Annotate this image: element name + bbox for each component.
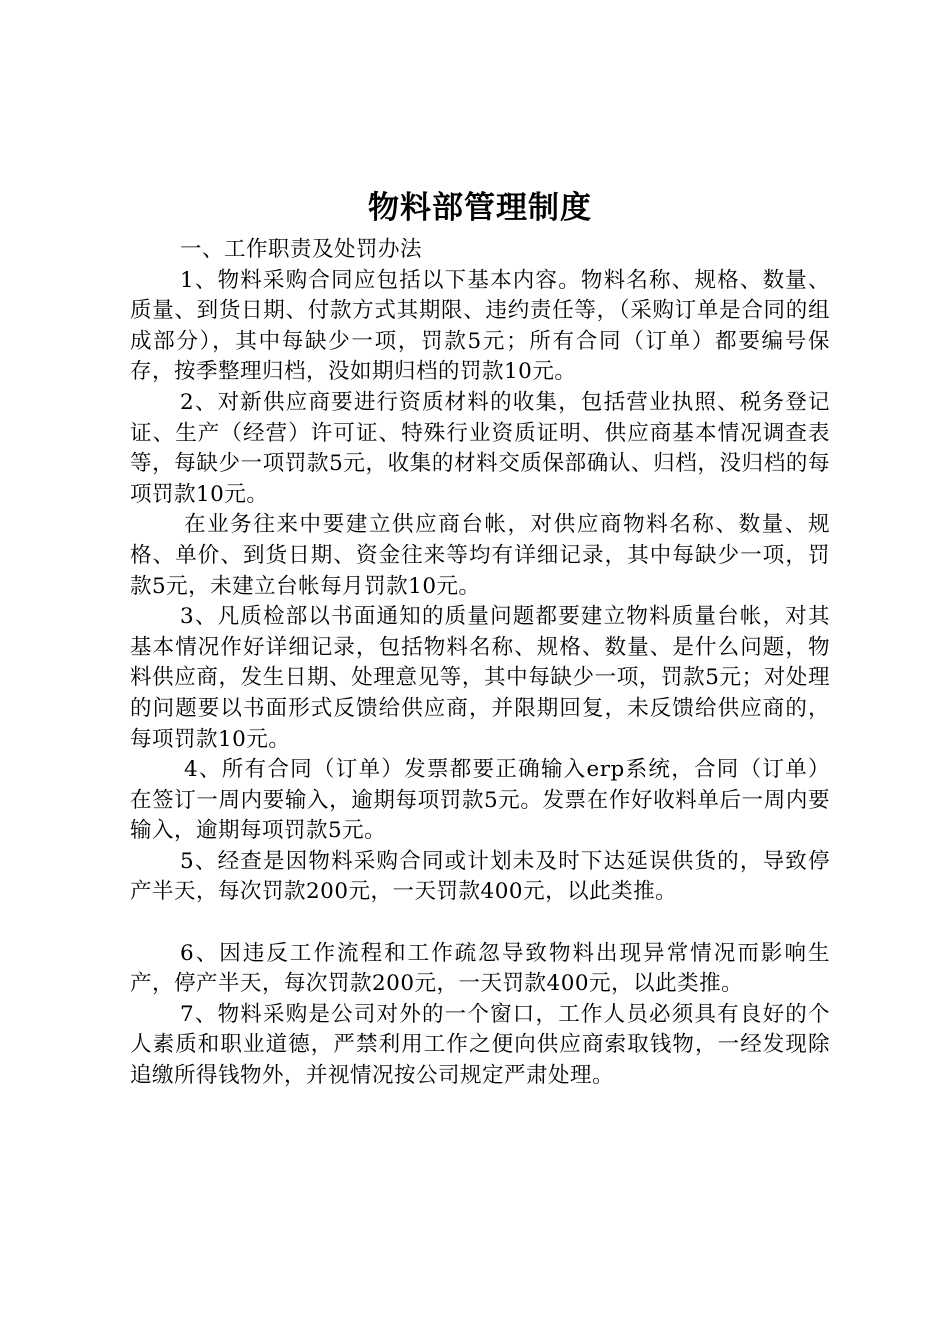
paragraph-3: 3、凡质检部以书面通知的质量问题都要建立物料质量台帐，对其基本情况作好详细记录，包括物料名称、规格、数量、是什么问题，物料供应商，发生日期、处理意见等，其中每缺少一项，罚款5元；对处理的问题要以书面形式反馈给供应商，并限期回复，未反馈给供应商的，每项罚款10元。 bbox=[130, 604, 830, 752]
paragraph-2: 2、对新供应商要进行资质材料的收集，包括营业执照、税务登记证、生产（经营）许可证、特殊行业资质证明、供应商基本情况调查表等，每缺少一项罚款5元，收集的材料交质保部确认、归档，没归档的每项罚款10元。 bbox=[130, 389, 830, 507]
blank-line bbox=[130, 908, 830, 939]
paragraph-6: 6、因违反工作流程和工作疏忽导致物料出现异常情况而影响生产，停产半天，每次罚款200元，一天罚款400元，以此类推。 bbox=[130, 940, 830, 997]
paragraph-2-supplement: 在业务往来中要建立供应商台帐，对供应商物料名称、数量、规格、单价、到货日期、资金往来等均有详细记录，其中每缺少一项，罚款5元，未建立台帐每月罚款10元。 bbox=[130, 512, 830, 599]
paragraph-1: 1、物料采购合同应包括以下基本内容。物料名称、规格、数量、质量、到货日期、付款方式其期限、违约责任等，（采购订单是合同的组成部分），其中每缺少一项，罚款5元；所有合同（订单）都要编号保存，按季整理归档，没如期归档的罚款10元。 bbox=[130, 267, 830, 385]
paragraph-5: 5、经查是因物料采购合同或计划未及时下达延误供货的，导致停产半天，每次罚款200元，一天罚款400元，以此类推。 bbox=[130, 848, 830, 905]
document-body bbox=[130, 235, 830, 1092]
section-heading: 一、工作职责及处罚办法 bbox=[180, 237, 423, 262]
document-title: 物料部管理制度 bbox=[368, 190, 592, 226]
paragraph-4: 4、所有合同（订单）发票都要正确输入erp系统，合同（订单）在签订一周内要输入，逾期每项罚款5元。发票在作好收料单后一周内要输入，逾期每项罚款5元。 bbox=[130, 757, 830, 844]
paragraph-7: 7、物料采购是公司对外的一个窗口，工作人员必须具有良好的个人素质和职业道德，严禁利用工作之便向供应商索取钱物，一经发现除追缴所得钱物外，并视情况按公司规定严肃处理。 bbox=[130, 1001, 830, 1089]
